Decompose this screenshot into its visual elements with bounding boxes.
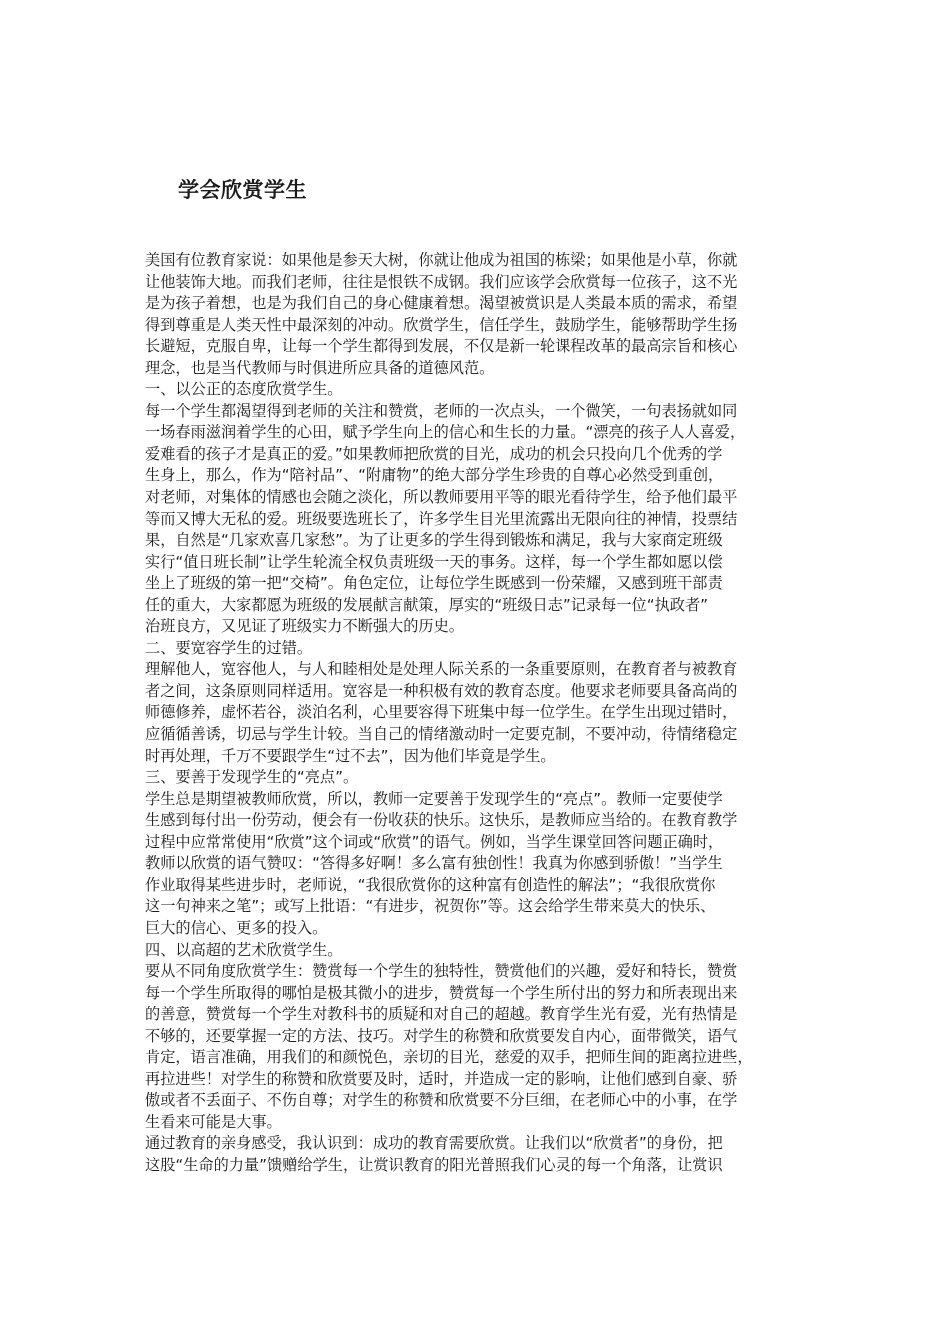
text-line: 生看来可能是大事。 bbox=[145, 1112, 282, 1131]
text-line: 三、要善于发现学生的“亮点”。 bbox=[145, 768, 359, 787]
text-line: 四、以高超的艺术欣赏学生。 bbox=[145, 940, 343, 959]
text-line: 生感到每付出一份劳动，便会有一份收获的快乐。这快乐，是教师应当给的。在教育教学 bbox=[145, 811, 738, 830]
text-line: 时再处理，千万不要跟学生“过不去”，因为他们毕竟是学生。 bbox=[145, 746, 556, 765]
text-line: 得到尊重是人类天性中最深刻的冲动。欣赏学生，信任学生，鼓励学生，能够帮助学生扬 bbox=[145, 315, 738, 334]
document-body bbox=[145, 250, 810, 1177]
text-line: 师德修养，虚怀若谷，淡泊名利，心里要容得下班集中每一位学生。在学生出现过错时， bbox=[145, 703, 738, 722]
text-line: 治班良方，又见证了班级实力不断强大的历史。 bbox=[145, 617, 464, 636]
text-line: 不够的，还要掌握一定的方法、技巧。对学生的称赞和欣赏要发自内心，面带微笑，语气 bbox=[145, 1026, 738, 1045]
text-line: 应循循善诱，切忌与学生计较。当自己的情绪激动时一定要克制，不要冲动，待情绪稳定 bbox=[145, 725, 738, 744]
text-line: 这股“生命的力量”馈赠给学生，让赏识教育的阳光普照我们心灵的每一个角落，让赏识 bbox=[145, 1155, 723, 1174]
text-line: 生身上，那么，作为“陪衬品”、“附庸物”的绝大部分学生珍贵的自尊心必然受到重创， bbox=[145, 466, 724, 485]
text-line: 对老师，对集体的情感也会随之淡化，所以教师要用平等的眼光看待学生，给予他们最平 bbox=[145, 488, 738, 507]
text-line: 要从不同角度欣赏学生：赞赏每一个学生的独特性，赞赏他们的兴趣，爱好和特长，赞赏 bbox=[145, 962, 738, 981]
text-line: 肯定，语言准确，用我们的和颜悦色，亲切的目光，慈爱的双手，把师生间的距离拉进些， bbox=[145, 1048, 753, 1067]
text-line: 每一个学生所取得的哪怕是极其微小的进步，赞赏每一个学生所付出的努力和所表现出来 bbox=[145, 983, 738, 1002]
text-line: 爱难看的孩子才是真正的爱。”如果教师把欣赏的目光，成功的机会只投向几个优秀的学 bbox=[145, 444, 723, 463]
text-line: 一场春雨滋润着学生的心田，赋予学生向上的信心和生长的力量。“漂亮的孩子人人喜爱， bbox=[145, 423, 746, 442]
text-line: 的善意，赞赏每一个学生对教科书的质疑和对自己的超越。教育学生光有爱，光有热情是 bbox=[145, 1005, 738, 1024]
text-line: 理念，也是当代教师与时俱进所应具备的道德风范。 bbox=[145, 358, 495, 377]
text-line: 者之间，这条原则同样适用。宽容是一种积极有效的教育态度。他要求老师要具备高尚的 bbox=[145, 681, 738, 700]
text-line: 学生总是期望被教师欣赏，所以，教师一定要善于发现学生的“亮点”。教师一定要使学 bbox=[145, 789, 723, 808]
text-line: 过程中应常常使用“欣赏”这个词或“欣赏”的语气。例如，当学生课堂回答问题正确时， bbox=[145, 832, 724, 851]
text-line: 等而又博大无私的爱。班级要选班长了，许多学生目光里流露出无限向往的神情，投票结 bbox=[145, 509, 738, 528]
text-line: 这一句神来之笔”；或写上批语：“有进步，祝贺你”等。这会给学生带来莫大的快乐、 bbox=[145, 897, 716, 916]
text-line: 每一个学生都渴望得到老师的关注和赞赏，老师的一次点头，一个微笑，一句表扬就如同 bbox=[145, 401, 738, 420]
text-line: 理解他人，宽容他人，与人和睦相处是处理人际关系的一条重要原则，在教育者与被教育 bbox=[145, 660, 738, 679]
text-line: 二、要宽容学生的过错。 bbox=[145, 638, 313, 657]
text-line: 一、以公正的态度欣赏学生。 bbox=[145, 380, 343, 399]
text-line: 长避短，克服自卑，让每一个学生都得到发展，不仅是新一轮课程改革的最高宗旨和核心 bbox=[145, 337, 738, 356]
text-line: 巨大的信心、更多的投入。 bbox=[145, 918, 328, 937]
text-line: 傲或者不丢面子、不伤自尊；对学生的称赞和欣赏要不分巨细，在老师心中的小事，在学 bbox=[145, 1091, 738, 1110]
text-line: 教师以欣赏的语气赞叹：“答得多好啊！多么富有独创性！我真为你感到骄傲！”当学生 bbox=[145, 854, 723, 873]
text-line: 美国有位教育家说：如果他是参天大树，你就让他成为祖国的栋梁；如果他是小草，你就 bbox=[145, 251, 738, 269]
document-title: 学会欣赏学生 bbox=[178, 178, 307, 202]
text-line: 作业取得某些进步时，老师说，“我很欣赏你的这种富有创造性的解法”；“我很欣赏你 bbox=[145, 875, 716, 894]
text-line: 任的重大，大家都愿为班级的发展献言献策，厚实的“班级日志”记录每一位“执政者” bbox=[145, 595, 709, 614]
text-line: 让他装饰大地。而我们老师，往往是恨铁不成钢。我们应该学会欣赏每一位孩子，这不光 bbox=[145, 272, 738, 291]
text-line: 实行“值日班长制”让学生轮流全权负责班级一天的事务。这样，每一个学生都如愿以偿 bbox=[145, 552, 723, 571]
text-line: 坐上了班级的第一把“交椅”。角色定位，让每位学生既感到一份荣耀，又感到班干部责 bbox=[145, 574, 723, 593]
text-line: 果，自然是“几家欢喜几家愁”。为了让更多的学生得到锻炼和满足，我与大家商定班级 bbox=[145, 531, 723, 550]
text-line: 是为孩子着想，也是为我们自己的身心健康着想。渴望被赏识是人类最本质的需求，希望 bbox=[145, 294, 738, 313]
text-line: 通过教育的亲身感受，我认识到：成功的教育需要欣赏。让我们以“欣赏者”的身份，把 bbox=[145, 1134, 723, 1153]
text-line: 再拉进些！对学生的称赞和欣赏要及时，适时，并造成一定的影响，让他们感到自豪、骄 bbox=[145, 1069, 738, 1088]
